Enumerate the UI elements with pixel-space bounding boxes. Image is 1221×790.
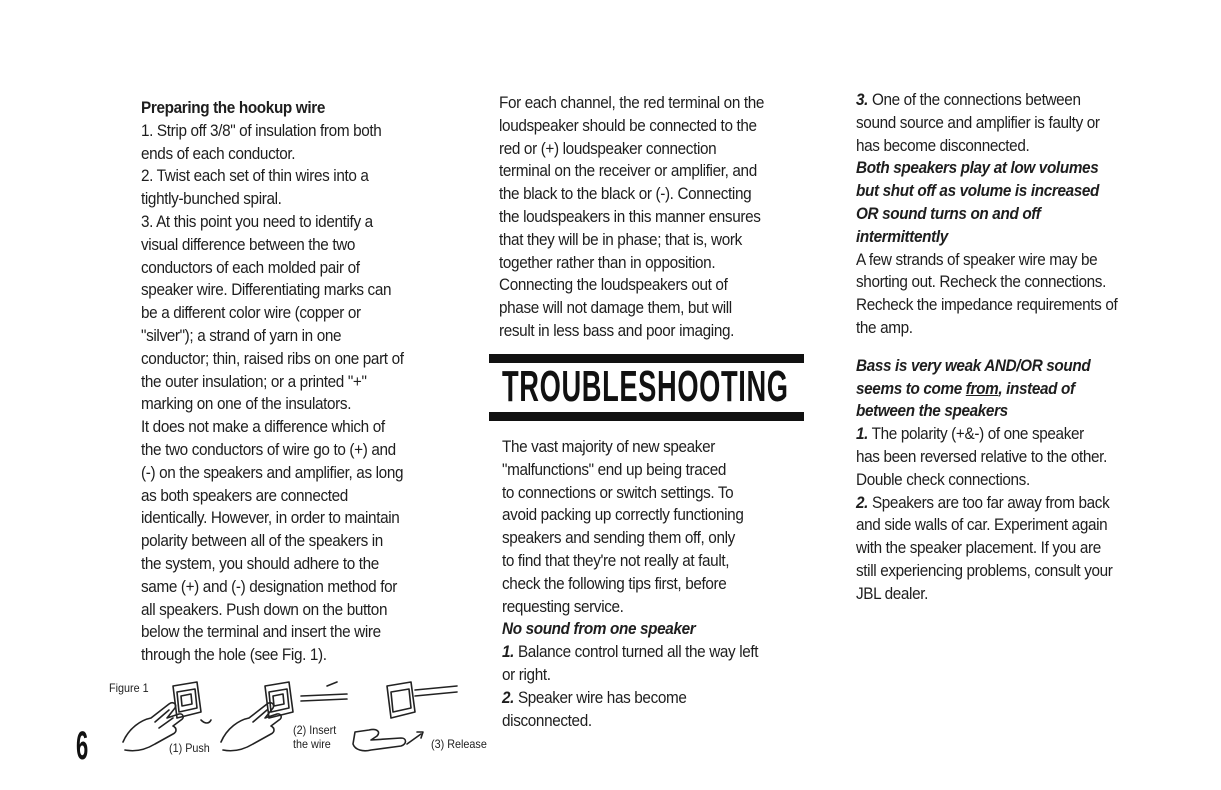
heading-part: , instead of <box>998 378 1075 398</box>
page-number: 6 <box>76 724 89 768</box>
item-number: 2. <box>856 492 869 512</box>
intro-line: The vast majority of new speaker <box>502 437 715 456</box>
col1-line: It does not make a difference which of <box>141 417 385 437</box>
heading-underlined-word: from <box>965 378 999 398</box>
item-text: Balance control turned all the way left <box>514 642 759 662</box>
col3-line: Recheck the impedance requirements of <box>856 295 1118 315</box>
troubleshooting-title: TROUBLESHOOTING <box>502 362 789 411</box>
spacer <box>856 340 1153 355</box>
item-number: 2. <box>502 687 515 707</box>
column-2 <box>499 92 803 343</box>
figure-caption-insert <box>293 723 336 751</box>
col1-line: 1. Strip off 3/8" of insulation from both <box>141 120 382 140</box>
item-text: One of the connections between <box>868 90 1081 109</box>
col3-line: has become disconnected. <box>856 135 1030 155</box>
col1-line: all speakers. Push down on the button <box>141 599 388 619</box>
item-text: The polarity (+&-) of one speaker <box>868 424 1084 444</box>
bass-item-1 <box>856 423 1153 446</box>
col2-line: the loudspeakers in this manner ensures <box>499 206 761 226</box>
heading-low-volume: intermittently <box>856 226 948 246</box>
col2-line: the black to the black or (-). Connecting <box>499 184 752 204</box>
col1-line: tightly-bunched spiral. <box>141 189 282 209</box>
intro-line: check the following tips first, before <box>502 573 727 593</box>
intro-line: avoid packing up correctly functioning <box>502 505 744 525</box>
intro-line: requesting service. <box>502 596 624 616</box>
col1-line: be a different color wire (copper or <box>141 303 361 323</box>
col1-line: ends of each conductor. <box>141 143 296 163</box>
caption-line: (2) Insert <box>293 723 337 737</box>
bass-item-2 <box>856 492 1153 515</box>
item-number: 3. <box>856 90 869 109</box>
heading-bass-weak <box>856 378 1153 401</box>
col1-line: (-) on the speakers and amplifier, as long <box>141 462 404 482</box>
col3-line: has been reversed relative to the other. <box>856 446 1107 466</box>
figure-caption-release: (3) Release <box>431 737 487 751</box>
figure-1-illustration <box>115 670 495 770</box>
col2-line: red or (+) loudspeaker connection <box>499 138 717 158</box>
col2-line: that they will be in phase; that is, work <box>499 229 742 249</box>
heading-bass-weak: Bass is very weak AND/OR sound <box>856 355 1091 375</box>
col1-line: conductor; thin, raised ribs on one part of <box>141 348 404 368</box>
item-text: Speakers are too far away from back <box>868 492 1110 512</box>
intro-line: to connections or switch settings. To <box>502 482 734 502</box>
col1-line: the two conductors of wire go to (+) and <box>141 439 396 459</box>
col3-line: shorting out. Recheck the connections. <box>856 272 1106 292</box>
col3-line: A few strands of speaker wire may be <box>856 249 1098 269</box>
no-sound-item-1-cont: or right. <box>502 664 551 684</box>
col3-line: the amp. <box>856 317 913 337</box>
col1-line: marking on one of the insulators. <box>141 394 352 414</box>
column-1 <box>141 97 452 667</box>
col2-line: loudspeaker should be connected to the <box>499 115 757 135</box>
col3-line: JBL dealer. <box>856 583 929 603</box>
col1-line: same (+) and (-) designation method for <box>141 576 397 596</box>
no-sound-item-2-cont: disconnected. <box>502 710 592 730</box>
col2-line: Connecting the loudspeakers out of <box>499 275 728 295</box>
col1-line: visual difference between the two <box>141 234 356 254</box>
item-number: 1. <box>502 642 515 662</box>
col3-line: and side walls of car. Experiment again <box>856 515 1108 535</box>
no-sound-item-3 <box>856 89 1153 112</box>
col1-line: conductors of each molded pair of <box>141 257 360 277</box>
col1-line: polarity between all of the speakers in <box>141 531 383 551</box>
col1-line: 2. Twist each set of thin wires into a <box>141 166 369 186</box>
figure-label: Figure 1 <box>109 681 149 695</box>
column-3 <box>856 89 1153 606</box>
troubleshooting-body <box>502 436 806 732</box>
intro-line: to find that they're not really at fault, <box>502 550 730 570</box>
col3-line: with the speaker placement. If you are <box>856 538 1101 558</box>
col1-line: speaker wire. Differentiating marks can <box>141 280 392 300</box>
heading-low-volume: OR sound turns on and off <box>856 203 1041 223</box>
intro-line: "malfunctions" end up being traced <box>502 459 727 479</box>
no-sound-item-2 <box>502 687 806 710</box>
col3-line: Double check connections. <box>856 469 1030 489</box>
caption-line: the wire <box>293 737 331 751</box>
no-sound-item-1 <box>502 641 806 664</box>
col1-line: "silver"); a strand of yarn in one <box>141 325 342 345</box>
col2-line: together rather than in opposition. <box>499 252 716 272</box>
col1-line: the outer insulation; or a printed "+" <box>141 371 367 391</box>
heading-low-volume: but shut off as volume is increased <box>856 181 1100 201</box>
col3-line: still experiencing problems, consult your <box>856 560 1113 580</box>
item-number: 1. <box>856 424 869 444</box>
intro-line: speakers and sending them off, only <box>502 528 735 548</box>
col1-line: the system, you should adhere to the <box>141 553 379 573</box>
col3-line: sound source and amplifier is faulty or <box>856 112 1100 132</box>
heading-part: seems to come <box>856 378 966 398</box>
heading-no-sound: No sound from one speaker <box>502 619 696 639</box>
figure-caption-push: (1) Push <box>169 741 210 755</box>
col2-line: result in less bass and poor imaging. <box>499 320 735 340</box>
col1-line: 3. At this point you need to identify a <box>141 211 373 231</box>
col1-line: below the terminal and insert the wire <box>141 622 381 642</box>
heading-preparing-hookup-wire: Preparing the hookup wire <box>141 98 325 117</box>
col2-line: phase will not damage them, but will <box>499 298 732 318</box>
heading-bass-weak: between the speakers <box>856 401 1008 421</box>
col2-line: terminal on the receiver or amplifier, and <box>499 161 757 181</box>
col2-line: For each channel, the red terminal on the <box>499 93 765 112</box>
heading-low-volume: Both speakers play at low volumes <box>856 158 1099 178</box>
col1-line: through the hole (see Fig. 1). <box>141 645 327 665</box>
item-text: Speaker wire has become <box>514 687 687 707</box>
col1-line: identically. However, in order to maintain <box>141 508 400 528</box>
col1-line: as both speakers are connected <box>141 485 348 505</box>
section-rule-bottom <box>489 412 804 421</box>
